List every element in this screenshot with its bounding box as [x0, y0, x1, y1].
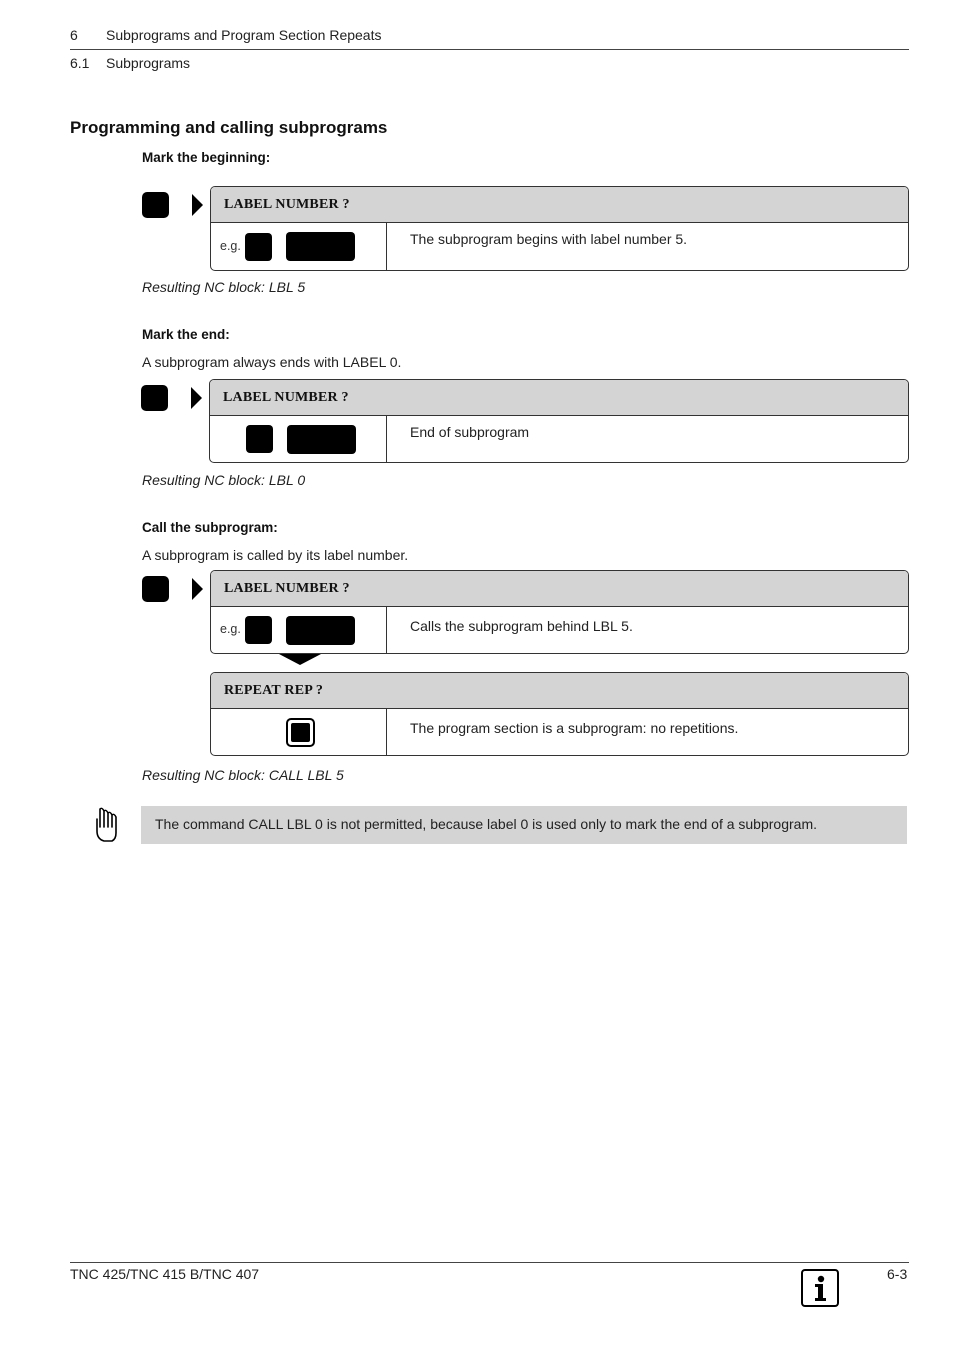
panel-divider	[386, 223, 387, 270]
result-block-2: Resulting NC block: LBL 0	[142, 472, 306, 488]
ent-key-icon	[287, 425, 356, 454]
eg-label: e.g.	[220, 622, 241, 636]
dialog-description: The program section is a subprogram: no repetitions.	[410, 720, 739, 736]
arrow-right-icon	[191, 387, 202, 409]
section-number: 6.1	[70, 55, 90, 71]
dialog-prompt: LABEL NUMBER ?	[224, 197, 350, 212]
mark-beginning-title: Mark the beginning:	[142, 150, 271, 165]
repeat-rep-dialog	[210, 672, 909, 756]
number-key-icon	[245, 233, 272, 261]
ent-key-icon	[286, 718, 315, 747]
eg-label: e.g.	[220, 239, 241, 253]
arrow-down-icon	[279, 654, 321, 665]
dialog-prompt: REPEAT REP ?	[224, 683, 324, 698]
dialog-description: The subprogram begins with label number 5.	[410, 231, 688, 247]
dialog-prompt-bar	[211, 187, 908, 223]
dialog-prompt: LABEL NUMBER ?	[223, 390, 349, 405]
lbl-call-key-icon	[142, 576, 169, 602]
lbl-set-key-icon	[142, 192, 169, 218]
pointing-hand-icon	[92, 805, 120, 845]
dialog-prompt-bar	[211, 571, 908, 607]
dialog-description: Calls the subprogram behind LBL 5.	[410, 618, 633, 634]
result-block-3: Resulting NC block: CALL LBL 5	[142, 767, 344, 783]
mark-end-intro: A subprogram always ends with LABEL 0.	[142, 354, 402, 370]
ent-key-icon	[286, 616, 355, 645]
footer-rule	[70, 1262, 909, 1263]
call-subprogram-title: Call the subprogram:	[142, 520, 278, 535]
dialog-description: End of subprogram	[410, 424, 530, 440]
footer-models: TNC 425/TNC 415 B/TNC 407	[70, 1266, 260, 1282]
label-number-dialog-2	[209, 379, 909, 463]
call-subprogram-intro: A subprogram is called by its label number.	[142, 547, 409, 563]
page-heading: Programming and calling subprograms	[70, 118, 388, 137]
note-text: The command CALL LBL 0 is not permitted, because label 0 is used only to mark the end of a subprogram.	[155, 816, 817, 832]
chapter-number: 6	[70, 27, 78, 43]
header-rule	[70, 49, 909, 50]
panel-divider	[386, 709, 387, 755]
mark-end-title: Mark the end:	[142, 327, 230, 342]
number-key-icon	[245, 616, 272, 644]
zero-key-icon	[246, 425, 273, 453]
chapter-title: Subprograms and Program Section Repeats	[106, 27, 382, 43]
label-number-dialog-1	[210, 186, 909, 271]
section-title: Subprograms	[106, 55, 191, 71]
note-box	[141, 806, 907, 844]
page-number: 6-3	[887, 1266, 908, 1282]
panel-divider	[386, 416, 387, 462]
result-block-1: Resulting NC block: LBL 5	[142, 279, 306, 295]
lbl-set-key-icon	[141, 385, 168, 411]
panel-divider	[386, 607, 387, 653]
dialog-prompt: LABEL NUMBER ?	[224, 581, 350, 596]
label-number-dialog-3	[210, 570, 909, 654]
dialog-prompt-bar	[210, 380, 908, 416]
dialog-prompt-bar	[211, 673, 908, 709]
ent-key-icon	[286, 232, 355, 261]
arrow-right-icon	[192, 578, 203, 600]
info-icon	[801, 1269, 839, 1307]
arrow-right-icon	[192, 194, 203, 216]
